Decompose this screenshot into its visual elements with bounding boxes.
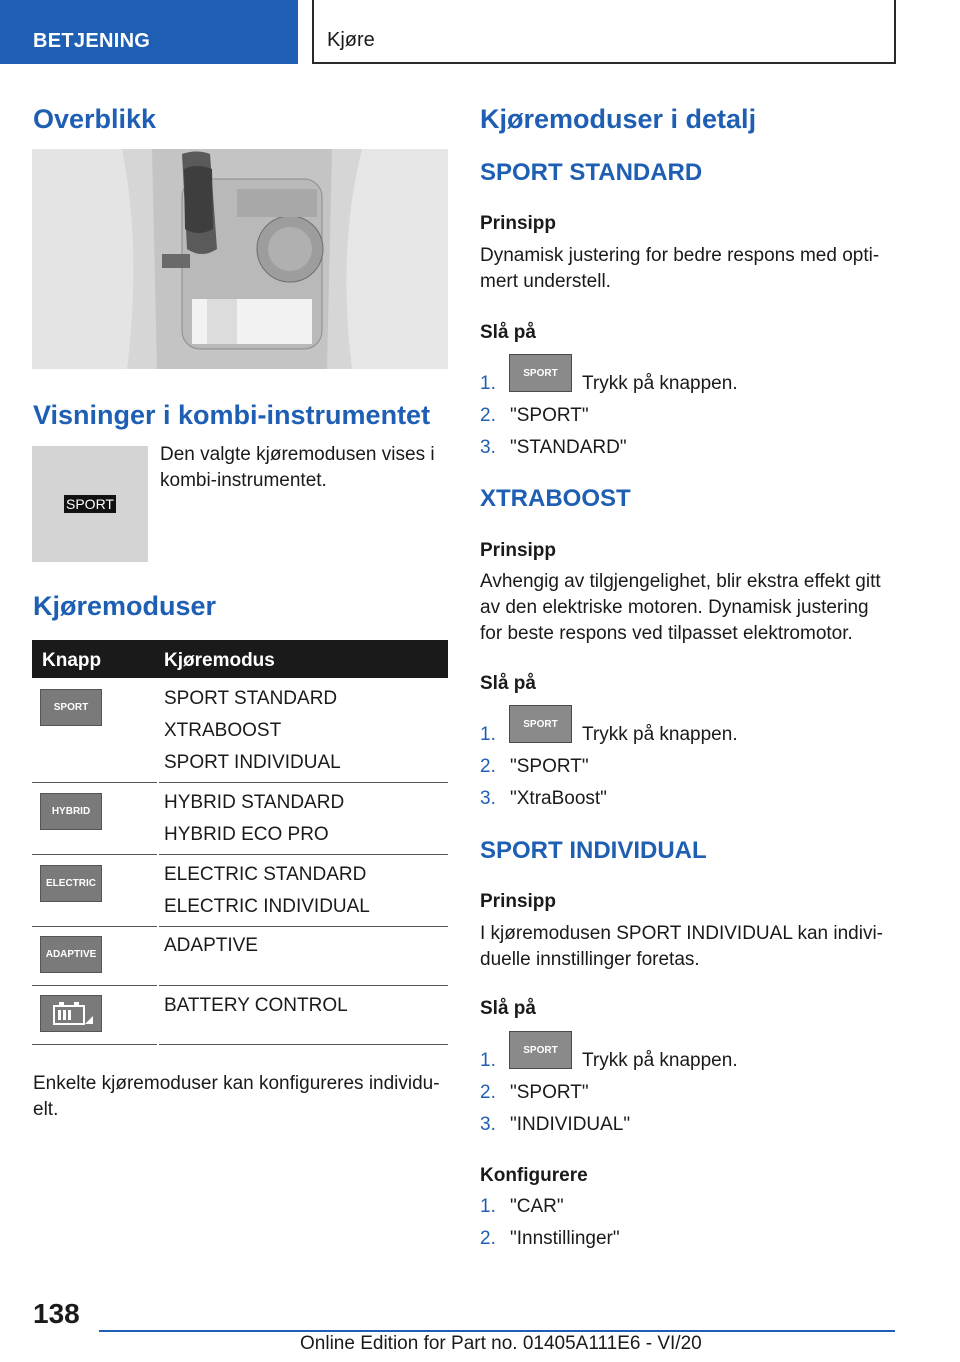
modes-table-header — [32, 640, 448, 678]
chapter-label: Kjøre — [327, 29, 375, 51]
table-row-mode: BATTERY CONTROL — [164, 995, 348, 1016]
step-number: 3. — [480, 1114, 496, 1135]
step-text: "CAR" — [510, 1196, 564, 1217]
xtraboost-heading: XTRABOOST — [480, 485, 631, 512]
section-tab[interactable] — [0, 0, 298, 64]
table-row-divider — [32, 1044, 448, 1045]
step-number: 2. — [480, 405, 496, 426]
principle-text: Avhengig av tilgjengelighet, blir ekstra effekt gitt — [480, 571, 881, 592]
principle-text: av den elektriske motoren. Dynamisk justering — [480, 597, 869, 618]
note-line-1: Enkelte kjøremoduser kan konfigureres individu- — [33, 1073, 440, 1094]
table-row-divider — [32, 782, 448, 783]
step-text: "XtraBoost" — [510, 788, 607, 809]
principle-text: for beste respons ved tilpasset elektromotor. — [480, 623, 853, 644]
step-number: 2. — [480, 1082, 496, 1103]
gear-console-photo — [32, 149, 448, 369]
principle-text: Dynamisk justering for bedre respons med opti- — [480, 245, 880, 266]
table-row-mode: HYBRID STANDARD — [164, 792, 345, 813]
step-number: 3. — [480, 437, 496, 458]
section-label: BETJENING — [33, 30, 151, 52]
table-row-divider — [32, 985, 448, 986]
page-number: 138 — [33, 1298, 80, 1329]
cluster-display-image — [32, 446, 148, 562]
step-number: 1. — [480, 1050, 496, 1071]
configure-label: Konfigurere — [480, 1165, 588, 1186]
table-row-mode: HYBRID ECO PRO — [164, 824, 329, 845]
table-row-divider — [32, 854, 448, 855]
hybrid-button-icon: HYBRID — [40, 793, 102, 830]
step-number: 2. — [480, 1228, 496, 1249]
step-number: 1. — [480, 1196, 496, 1217]
table-row-mode: ELECTRIC STANDARD — [164, 864, 367, 885]
step-text: "INDIVIDUAL" — [510, 1114, 631, 1135]
battery-control-icon — [40, 995, 102, 1032]
step-number: 1. — [480, 373, 496, 394]
sport-standard-heading: SPORT STANDARD — [480, 159, 703, 186]
table-row-mode: XTRABOOST — [164, 720, 282, 741]
sport-individual-heading: SPORT INDIVIDUAL — [480, 837, 707, 864]
detail-heading: Kjøremoduser i detalj — [480, 104, 757, 134]
step-text: "STANDARD" — [510, 437, 627, 458]
sport-button-image: SPORT — [509, 705, 572, 743]
step-text: "SPORT" — [510, 756, 589, 777]
step-text: "SPORT" — [510, 405, 589, 426]
switch-on-label: Slå på — [480, 998, 536, 1019]
step-text: Trykk på knappen. — [582, 724, 738, 745]
step-text: Trykk på knappen. — [582, 373, 738, 394]
adaptive-button-icon: ADAPTIVE — [40, 936, 102, 973]
switch-on-label: Slå på — [480, 673, 536, 694]
table-row-mode: SPORT INDIVIDUAL — [164, 752, 341, 773]
overview-heading: Overblikk — [33, 104, 157, 134]
table-row-divider — [32, 926, 448, 927]
electric-button-icon: ELECTRIC — [40, 865, 102, 902]
step-number: 1. — [480, 724, 496, 745]
principle-label: Prinsipp — [480, 540, 557, 561]
col-mode-header: Kjøremodus — [164, 650, 275, 671]
cluster-sport-label: SPORT — [64, 495, 116, 513]
note-line-2: elt. — [33, 1099, 59, 1120]
edition-text: Online Edition for Part no. 01405A111E6 - VI/20 — [300, 1333, 702, 1354]
chapter-tab[interactable] — [312, 0, 896, 64]
principle-text: duelle innstillinger foretas. — [480, 949, 700, 970]
principle-label: Prinsipp — [480, 213, 557, 234]
display-text-line-2: kombi-instrumentet. — [160, 470, 327, 491]
col-button-header: Knapp — [42, 650, 102, 671]
step-text: Trykk på knappen. — [582, 1050, 738, 1071]
display-heading: Visninger i kombi-instrumentet — [33, 400, 431, 430]
principle-text: mert understell. — [480, 271, 611, 292]
switch-on-label: Slå på — [480, 322, 536, 343]
sport-button-image: SPORT — [509, 1031, 572, 1069]
principle-text: I kjøremodusen SPORT INDIVIDUAL kan indivi- — [480, 923, 884, 944]
step-text: "SPORT" — [510, 1082, 589, 1103]
table-row-mode: ADAPTIVE — [164, 935, 258, 956]
table-row-mode: SPORT STANDARD — [164, 688, 338, 709]
modes-heading: Kjøremoduser — [33, 591, 217, 621]
step-text: "Innstillinger" — [510, 1228, 620, 1249]
table-row-mode: ELECTRIC INDIVIDUAL — [164, 896, 370, 917]
principle-label: Prinsipp — [480, 891, 557, 912]
sport-button-icon: SPORT — [40, 689, 102, 726]
step-number: 3. — [480, 788, 496, 809]
display-text-line-1: Den valgte kjøremodusen vises i — [160, 444, 435, 465]
sport-button-image: SPORT — [509, 354, 572, 392]
footer-divider — [99, 1330, 895, 1332]
step-number: 2. — [480, 756, 496, 777]
